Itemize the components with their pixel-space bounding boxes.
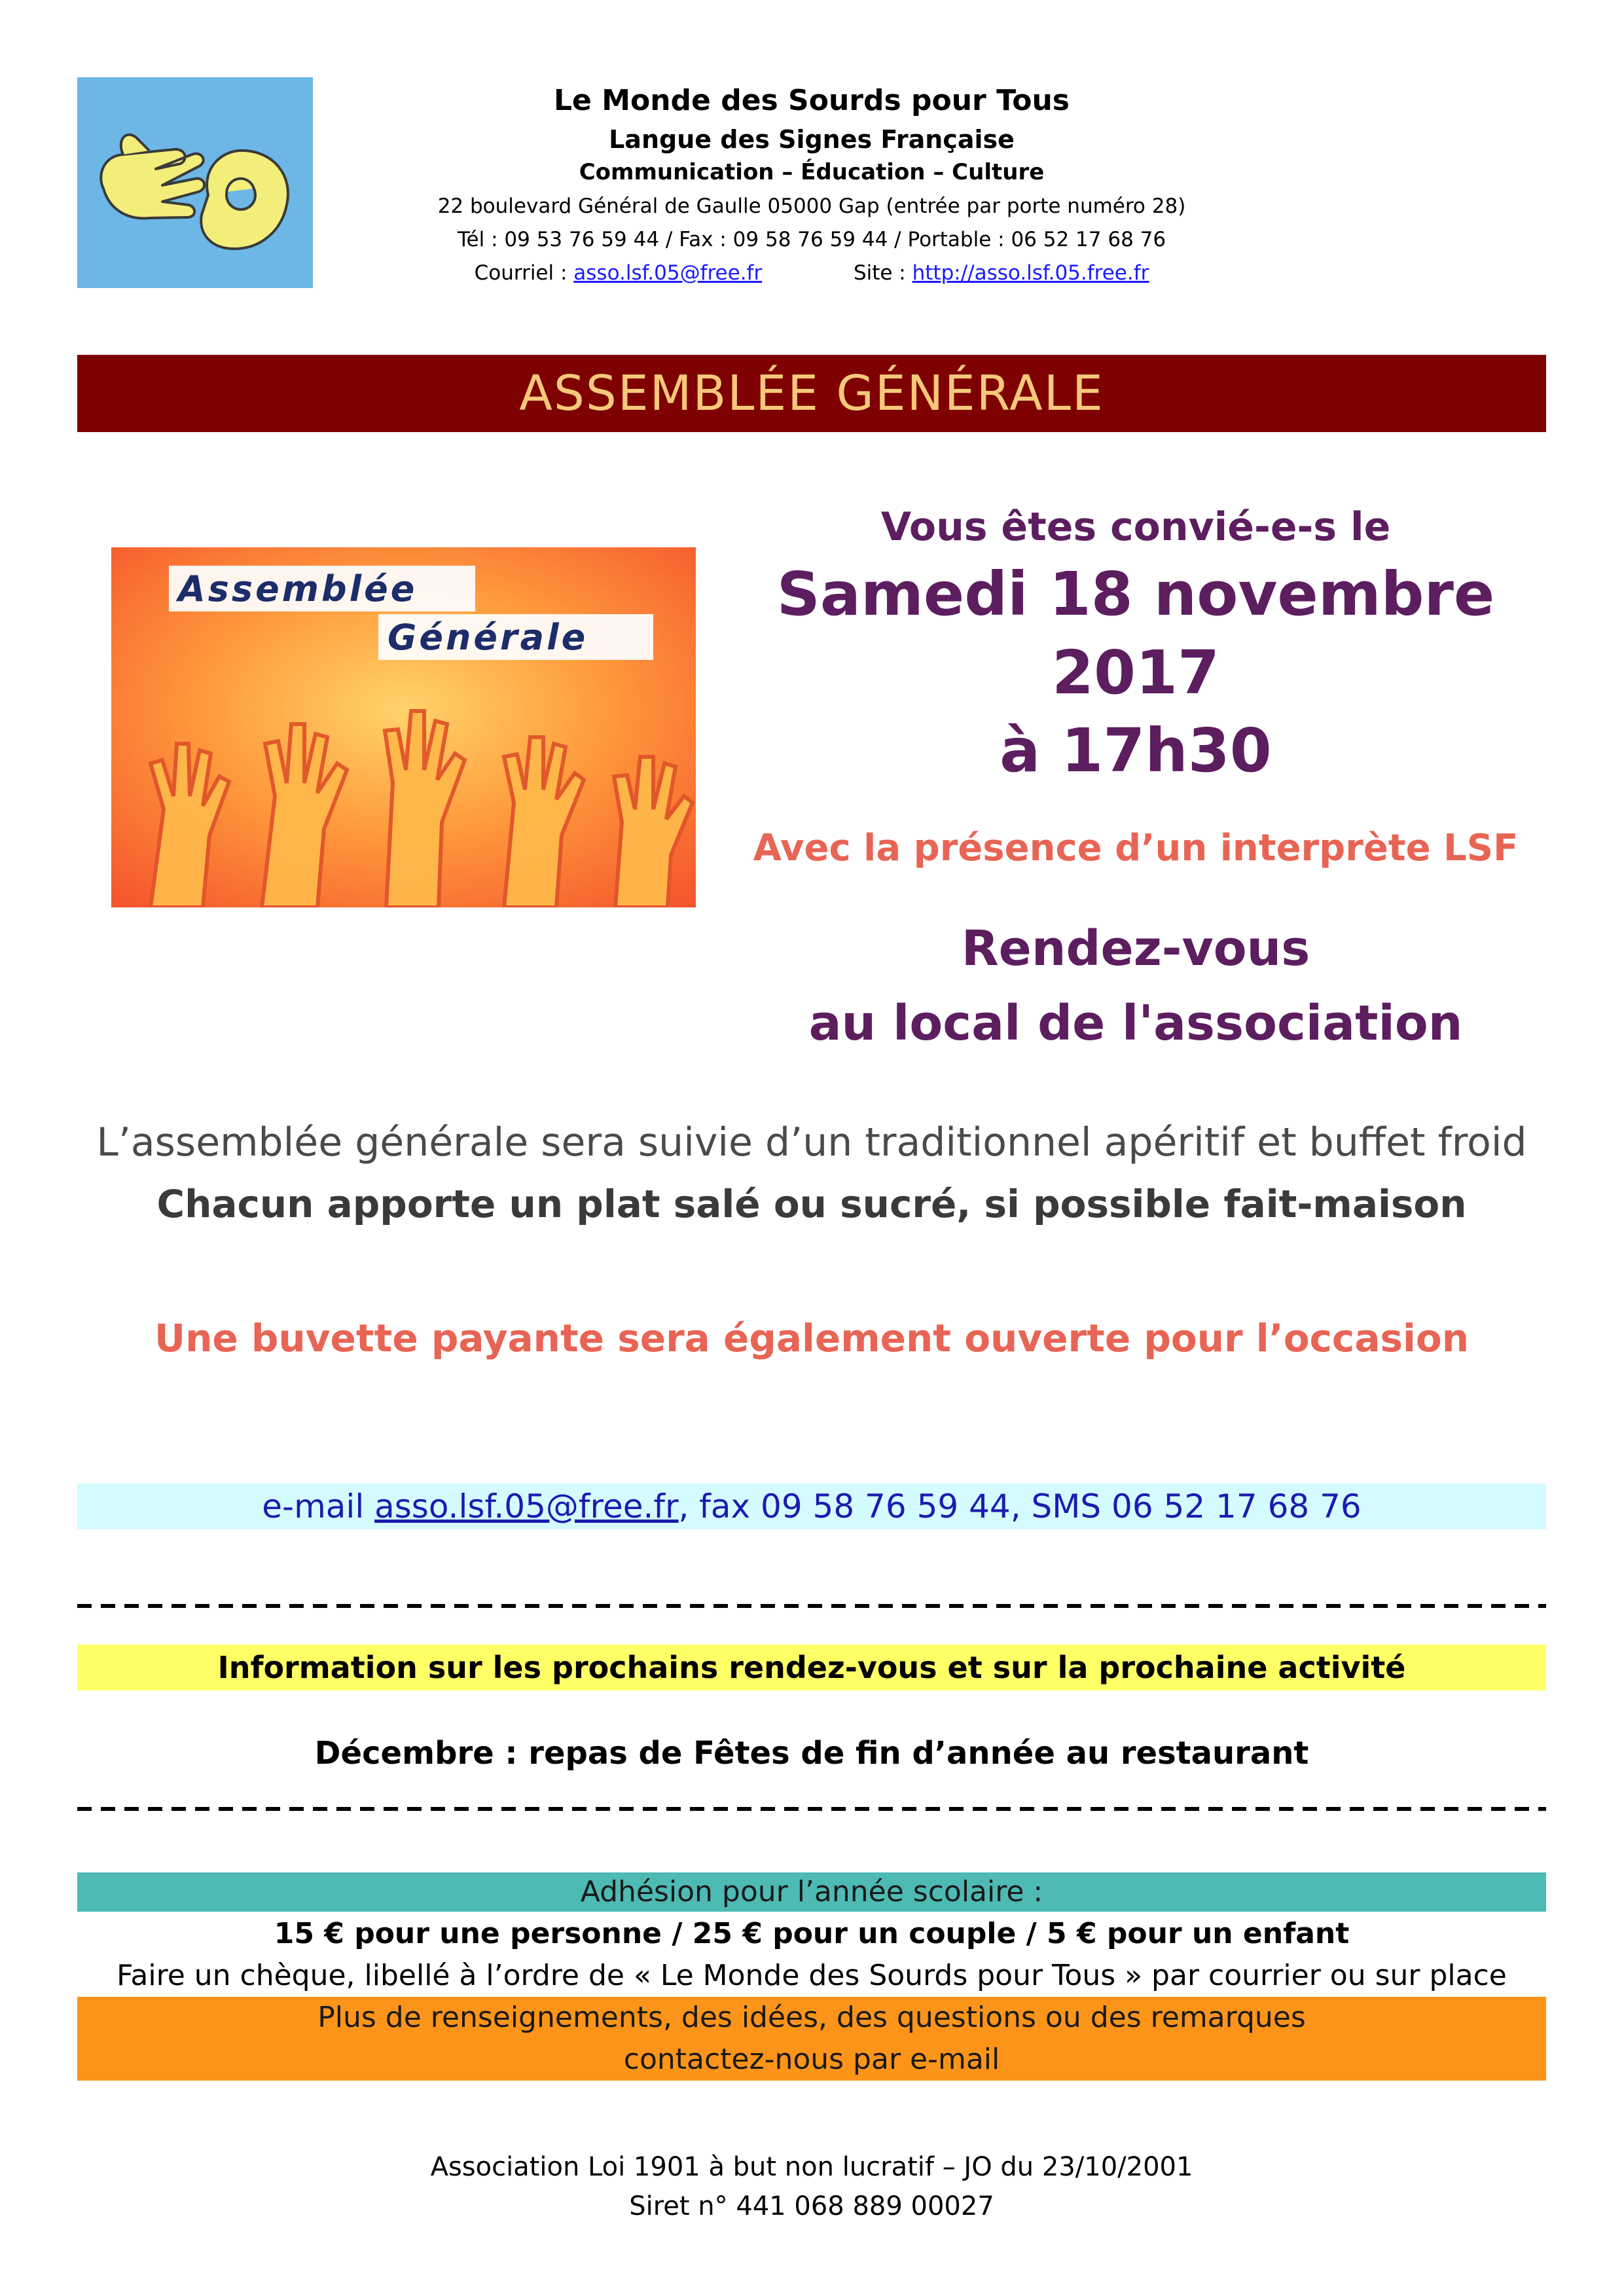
membership-heading: Adhésion pour l’année scolaire : [580,1875,1043,1908]
dashed-divider [77,1807,1546,1811]
buvette-note: Une buvette payante sera également ouverte pour l’occasion [154,1316,1469,1360]
logo [77,77,313,288]
invitation-block [707,504,1564,1061]
page-title: ASSEMBLÉE GÉNÉRALE [519,365,1104,422]
signing-hands-icon [77,77,313,288]
dashed-divider [77,1604,1546,1608]
contact-banner [77,1484,1546,1529]
tagline: Communication – Éducation – Culture [579,159,1045,185]
contact-email-link[interactable]: asso.lsf.05@free.fr [374,1487,679,1525]
event-date: Samedi 18 novembre 2017 [776,559,1495,708]
next-events-heading: Information sur les prochains rendez-vous et sur la prochaine activité [217,1650,1406,1685]
membership-banner [77,1872,1546,1912]
image-caption-line2: Générale [388,617,588,658]
organization-header [367,80,1257,292]
aperitif-note: L’assemblée générale sera suivie d’un traditionnel apéritif et buffet froid [96,1120,1527,1165]
website-link[interactable]: http://asso.lsf.05.free.fr [912,261,1149,285]
email-link[interactable]: asso.lsf.05@free.fr [573,261,763,285]
email-label: Courriel : [474,261,568,285]
language-name: Langue des Signes Française [609,125,1015,154]
invitation-intro: Vous êtes convié-e-s le [880,504,1391,550]
contact-fax-sms: , fax 09 58 76 59 44, SMS 06 52 17 68 76 [678,1487,1362,1525]
interpreter-note: Avec la présence d’un interprète LSF [753,826,1519,869]
contact-links [367,259,1257,288]
siret-number: Siret n° 441 068 889 00027 [629,2191,994,2221]
image-caption-line1: Assemblée [178,568,418,610]
title-banner [77,355,1546,432]
organization-name: Le Monde des Sourds pour Tous [554,84,1070,117]
raised-hands-image [111,547,696,907]
more-info-line-2: contactez-nous par e-mail [623,2043,1000,2076]
december-event: Décembre : repas de Fêtes de fin d’année au restaurant [314,1735,1309,1772]
contact-email-prefix: e-mail [262,1487,375,1525]
meeting-line-2: au local de l'association [808,995,1463,1052]
membership-prices: 15 € pour une personne / 25 € pour un couple / 5 € pour un enfant [274,1917,1350,1950]
legal-status: Association Loi 1901 à but non lucratif – JO du 23/10/2001 [430,2152,1193,2182]
more-info-banner [77,1997,1546,2081]
more-info-line-1: Plus de renseignements, des idées, des questions ou des remarques [317,2001,1306,2034]
footer [77,2147,1546,2226]
address: 22 boulevard Général de Gaulle 05000 Gap (entrée par porte numéro 28) [437,194,1186,218]
bring-dish-note: Chacun apporte un plat salé ou sucré, si possible fait-maison [156,1182,1467,1226]
payment-instructions: Faire un chèque, libellé à l’ordre de « Le Monde des Sourds pour Tous » par courrier ou sur place [117,1959,1507,1992]
phone-numbers: Tél : 09 53 76 59 44 / Fax : 09 58 76 59 44 / Portable : 06 52 17 68 76 [457,227,1166,251]
assembly-illustration [111,547,696,907]
event-time: à 17h30 [1000,716,1272,786]
site-label: Site : [853,261,906,285]
meeting-line-1: Rendez-vous [961,920,1310,977]
next-events-banner [77,1645,1546,1690]
